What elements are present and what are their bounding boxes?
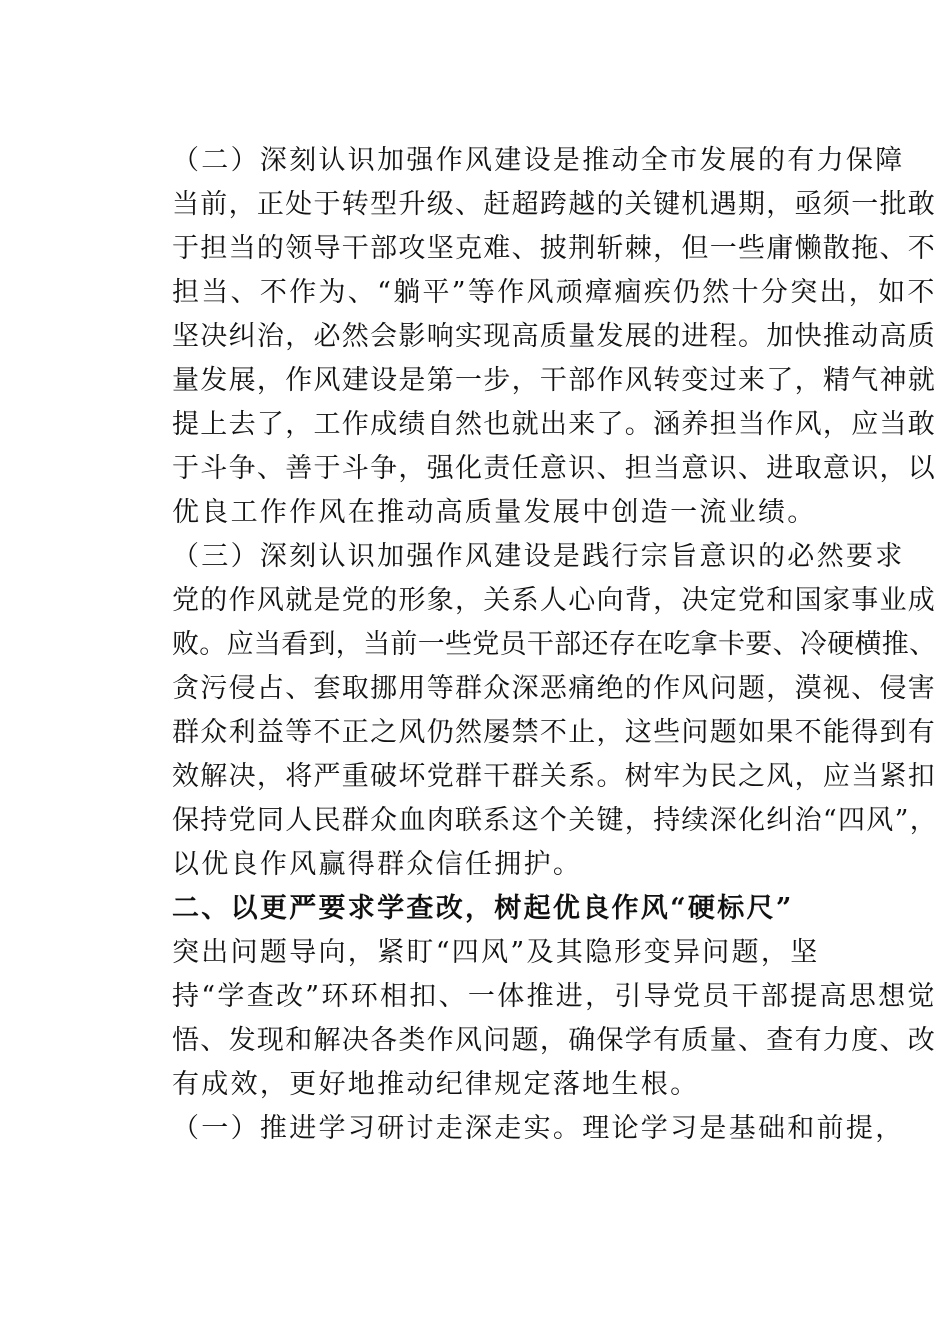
body-line: 效解决，将严重破坏党群干群关系。树牢为民之风，应当紧扣: [172, 761, 937, 792]
body-line: 保持党同人民群众血肉联系这个关键，持续深化纠治“四风”，: [172, 805, 939, 836]
body-line: 于担当的领导干部攻坚克难、披荆斩棘，但一些庸懒散拖、不: [172, 233, 937, 264]
body-line: 败。应当看到，当前一些党员干部还存在吃拿卡要、冷硬横推、: [172, 629, 937, 660]
body-line: 悟、发现和解决各类作风问题，确保学有质量、查有力度、改: [172, 1025, 937, 1056]
body-line: 于斗争、善于斗争，强化责任意识、担当意识、进取意识，以: [172, 453, 937, 484]
body-line: 担当、不作为、“躺平”等作风顽瘴痼疾仍然十分突出，如不: [172, 277, 937, 308]
subheading-line: （二）深刻认识加强作风建设是推动全市发展的有力保障: [172, 145, 905, 176]
body-line: 坚决纠治，必然会影响实现高质量发展的进程。加快推动高质: [172, 321, 937, 352]
body-line: 有成效，更好地推动纪律规定落地生根。: [172, 1069, 700, 1100]
body-line: 优良工作作风在推动高质量发展中创造一流业绩。: [172, 497, 817, 528]
section-heading: 二、以更严要求学查改，树起优良作风“硬标尺”: [172, 893, 794, 924]
body-line: 量发展，作风建设是第一步，干部作风转变过来了，精气神就: [172, 365, 937, 396]
body-line: 突出问题导向，紧盯“四风”及其隐形变异问题，坚: [172, 937, 820, 968]
body-line: 持“学查改”环环相扣、一体推进，引导党员干部提高思想觉: [172, 981, 937, 1012]
body-line: 贪污侵占、套取挪用等群众深恶痛绝的作风问题，漠视、侵害: [172, 673, 937, 704]
body-line: 当前，正处于转型升级、赶超跨越的关键机遇期，亟须一批敢: [172, 189, 937, 220]
body-line: 以优良作风赢得群众信任拥护。: [172, 849, 583, 880]
body-line: 群众利益等不正之风仍然屡禁不止，这些问题如果不能得到有: [172, 717, 937, 748]
subheading-line: （三）深刻认识加强作风建设是践行宗旨意识的必然要求: [172, 541, 905, 572]
body-line: 提上去了，工作成绩自然也就出来了。涵养担当作风，应当敢: [172, 409, 937, 440]
body-line: 党的作风就是党的形象，关系人心向背，决定党和国家事业成: [172, 585, 937, 616]
subheading-line: （一）推进学习研讨走深走实。理论学习是基础和前提，: [172, 1113, 905, 1144]
